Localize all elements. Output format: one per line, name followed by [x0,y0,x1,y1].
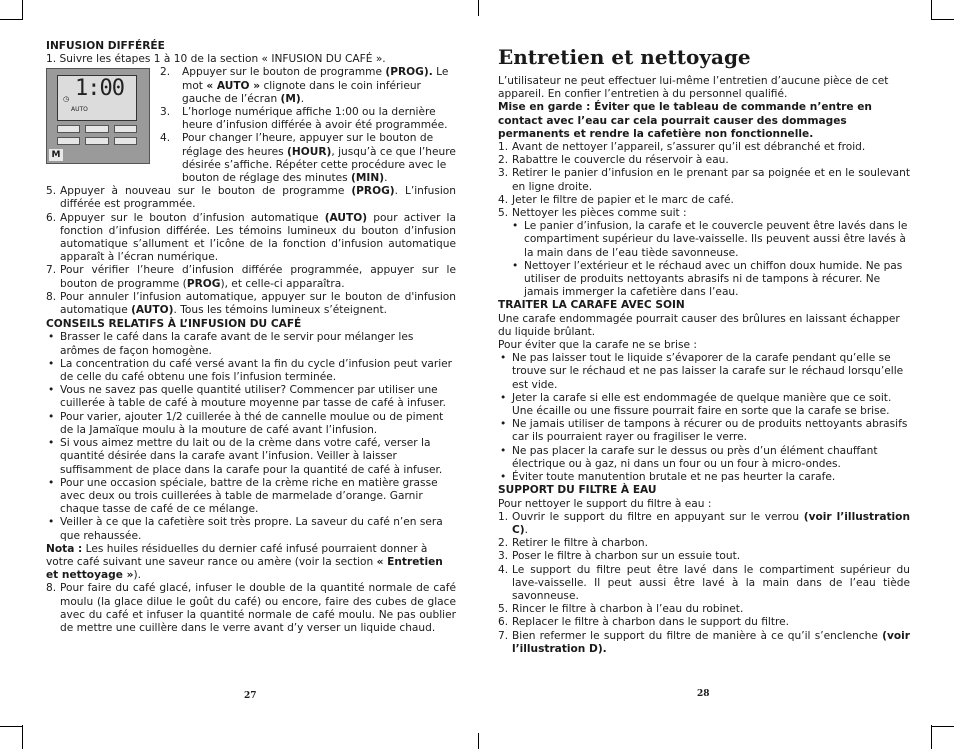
page-title: Entretien et nettoyage [498,45,751,69]
step-7: 7. Pour vérifier l’heure d’infusion différée programmée, appuyer sur le bouton de programme (PROG), et celle-ci apparaîtra. [46,264,456,290]
cleaning-step: 1. Avant de nettoyer l’appareil, s’assurer qu’il est débranché et froid. [498,141,866,154]
carafe-bullet: • Ne pas laisser tout le liquide s’évaporer de la carafe pendant qu’elle se trouve sur le réchaud et ne pas laisser la carafe sur le réchaud lorsqu’elle est vide. [500,352,904,391]
cleaning-step: 3. Retirer le panier d’infusion en le prenant par sa poignée et en le soulevant en ligne droite. [498,167,910,193]
crop-mark [22,0,23,20]
filter-step: 6. Replacer le filtre à charbon dans le support du filtre. [498,616,790,629]
carafe-heading: TRAITER LA CARAFE AVEC SOIN [498,299,685,312]
crop-mark [0,19,22,20]
filter-lead: Pour nettoyer le support du filtre à eau : [498,497,712,510]
step-4: 4. Pour changer l’heure, appuyer sur le bouton de réglage des heures (HOUR), jusqu’à ce que l’heure désirée s’affiche. Répéter cette procédure avec le bouton de réglage des minutes (MIN). [160,132,456,185]
carafe-bullet: • Ne jamais utiliser de tampons à récurer ou de produits nettoyants abrasifs car ils pourraient rayer ou fragiliser le verre. [500,418,908,444]
display-section [46,66,456,185]
crop-mark [22,725,23,749]
tip-item: • La concentration du café versé avant la fin du cycle d’infusion peut varier de celle du café obtenu une fois l’infusion terminée. [48,357,453,384]
crop-mark [932,19,954,20]
crop-mark [0,726,22,727]
crop-mark [478,0,479,16]
step-8: 8. Pour annuler l’infusion automatique, appuyer sur le bouton de d'infusion automatique (AUTO). Tous les témoins lumineux s’éteignent. [46,290,456,317]
filter-step: 4. Le support du filtre peut être lavé dans le compartiment supérieur du lave-vaisselle. Il peut aussi être lavé à la main dans de l’eau tiède savonneuse. [498,563,910,602]
m-callout-badge: M [49,149,63,161]
step-5: 5. Appuyer à nouveau sur le bouton de programme (PROG). L’infusion différée est programmée. [46,185,456,211]
button-row [57,125,137,133]
crop-mark [478,733,479,749]
carafe-bullet: • Éviter toute manutention brutale et ne pas heurter la carafe. [500,471,836,484]
filter-step: 1. Ouvrir le support du filtre en appuyant sur le verrou (voir l’illustration C). [498,510,910,536]
filter-step: 2. Retirer le filtre à charbon. [498,537,649,550]
cleaning-step: 5. Nettoyer les pièces comme suit : [498,207,687,220]
tip-item: • Pour varier, ajouter 1/2 cuillerée à thé de cannelle moulue ou de piment de la Jamaïque moulu à la mouture de café avant l’infusion. [48,410,444,436]
intro-paragraph: L’utilisateur ne peut effectuer lui-même l’entretien d’aucune pièce de cet appareil. En confier l’entretien à du personnel qualifié. [498,75,889,101]
filter-heading: SUPPORT DU FILTRE À EAU [498,484,657,497]
tip-item: • Vous ne savez pas quelle quantité utiliser? Commencer par utiliser une cuillerée à table de café à mouture moyenne par tasse de café à infuser. [48,384,446,410]
lcd-auto-label: AUTO [71,106,88,114]
tip-item: • Pour une occasion spéciale, battre de la crème riche en matière grasse avec deux ou trois cuillerées à table de marmelade d’orange. Garnir chaque tasse de café de ce mélange. [48,476,438,516]
warning-paragraph: Mise en garde : Éviter que le tableau de commande n’entre en contact avec l’eau car cela pourrait causer des dommages permanents et rendre la cafetière non fonctionnelle. [498,101,872,140]
cleaning-sub-bullet: • Le panier d’infusion, la carafe et le couvercle peuvent être lavés dans le compartiment supérieur du lave-vaisselle. Ils peuvent aussi être lavés à la main dans de l’eau tiède savonneuse. [512,220,908,259]
step-6: 6. Appuyer sur le bouton d’infusion automatique (AUTO) pour activer la fonction d’infusion différée. Les témoins lumineux du bouton d’infusion automatique s’allument et l’icône de la fonction d’infusion automatique apparaît à l’écran numérique. [46,211,456,264]
right-page [498,40,910,656]
tip-item: • Brasser le café dans la carafe avant de le servir pour mélanger les arômes de façon homogène. [48,331,414,357]
page-number-right: 28 [697,689,710,699]
tip-item: • Veiller à ce que la cafetière soit très propre. La saveur du café n’en sera que rehaussée. [48,516,443,542]
crop-mark [932,726,954,727]
page-number-left: 27 [244,691,257,701]
tip-item: • Si vous aimez mettre du lait ou de la crème dans votre café, verser la quantité désirée dans la carafe avant l’infusion. Veiller à laisser suffisamment de place dans la carafe pour la quantité de café à infuser. [48,437,443,476]
note-paragraph: Nota : Les huiles résiduelles du dernier café infusé pourraient donner à votre café suivant une saveur rance ou amère (voir la section « Entretien et nettoyage »). [46,542,443,582]
crop-mark [931,0,932,20]
intro-step: 1. Suivre les étapes 1 à 10 de la section « INFUSION DU CAFÉ ». [46,53,386,66]
step-8-iced-coffee: 8. Pour faire du café glacé, infuser le double de la quantité normale de café moulu (la glace dilue le goût du café) ou encore, faire des cubes de glace avec du café et infuser la quantité normale de café moulu. Ne pas oublier de mettre une cuillère dans le verre avant d’y verser un liquide chaud. [46,582,456,634]
carafe-intro: Une carafe endommagée pourrait causer des brûlures en laissant échapper du liquide brûlant. [498,312,900,338]
filter-step: 5. Rincer le filtre à charbon à l’eau du robinet. [498,603,744,616]
control-panel-illustration [46,68,150,164]
button-row [57,137,137,145]
crop-mark [931,725,932,749]
tips-heading: CONSEILS RELATIFS À L’INFUSION DU CAFÉ [46,318,302,331]
left-page [46,40,456,635]
lcd-time: 1:00 [75,76,124,102]
carafe-lead: Pour éviter que la carafe ne se brise : [498,339,697,352]
delayed-brew-heading: INFUSION DIFFÉRÉE [46,40,165,52]
step-2: 2. Appuyer sur le bouton de programme (PROG). Le mot « AUTO » clignote dans le coin inférieur gauche de l’écran (M). [160,66,449,105]
filter-step: 7. Bien refermer le support du filtre de manière à ce qu’il s’enclenche (voir l’illustration D). [498,629,910,655]
carafe-bullet: • Ne pas placer la carafe sur le dessus ou près d’un élément chauffant électrique ou à gaz, ni dans un four ou un four à micro-ondes. [500,444,878,470]
lcd-display [57,75,137,121]
clock-icon: ◷ [63,95,70,104]
filter-step: 3. Poser le filtre à charbon sur un essuie tout. [498,550,741,563]
carafe-bullet: • Jeter la carafe si elle est endommagée de quelque manière que ce soit. Une écaille ou une fissure pourrait faire en sorte que la carafe se brise. [500,391,892,418]
step-3: 3. L’horloge numérique affiche 1:00 ou la dernière heure d’infusion différée à avoir été programmée. [160,106,448,132]
cleaning-step: 4. Jeter le filtre de papier et le marc de café. [498,193,734,206]
steps-2-4 [160,66,456,185]
cleaning-sub-bullet: • Nettoyer l’extérieur et le réchaud avec un chiffon doux humide. Ne pas utiliser de produits nettoyants abrasifs ni de tampons à récurer. Ne jamais immerger la cafetière dans l’eau. [512,259,903,299]
cleaning-step: 2. Rabattre le couvercle du réservoir à eau. [498,154,729,167]
